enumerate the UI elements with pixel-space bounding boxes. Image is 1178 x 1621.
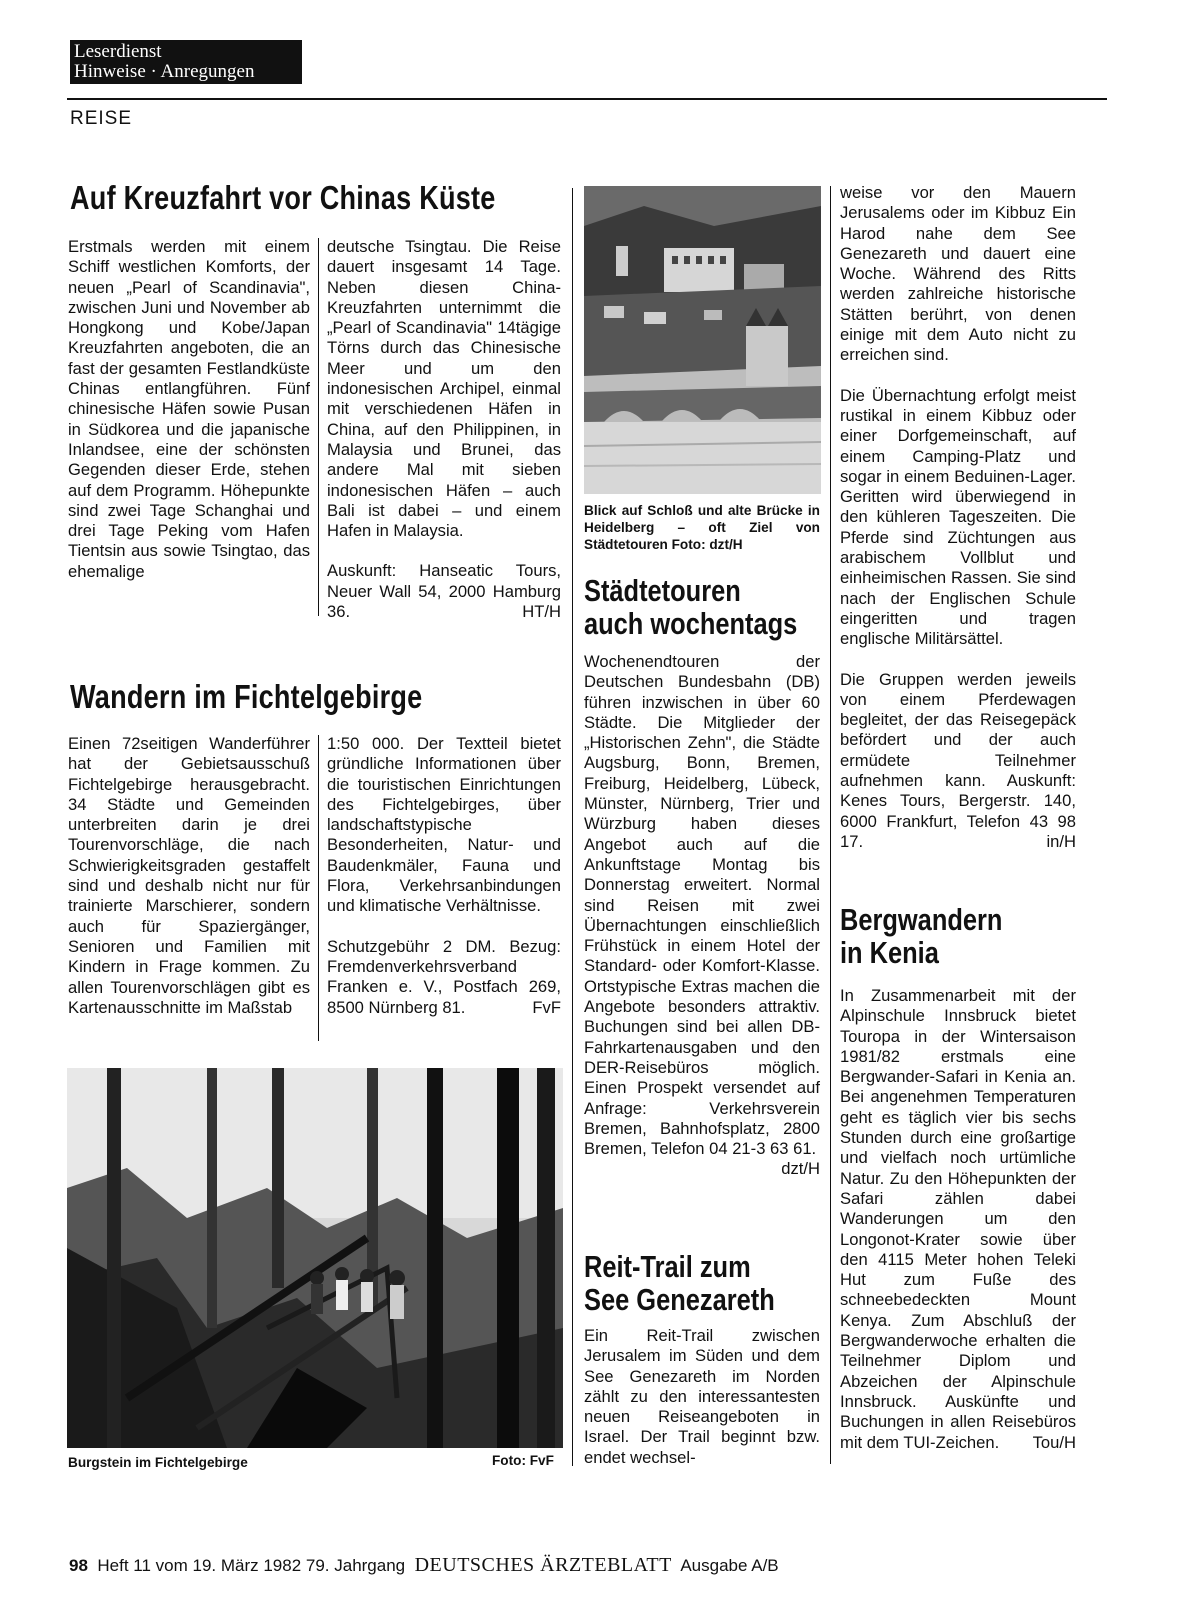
article-column — [840, 183, 1076, 852]
title-line: Bergwandern — [840, 902, 1003, 937]
contact-info: Schutzgebühr 2 DM. Bezug: Fremdenverkehrsverband Franken e. V., Postfach 269, 8500 Nürnberg 81. — [327, 936, 561, 1017]
article-column — [584, 1326, 820, 1468]
author-signature: FvF — [532, 997, 561, 1017]
issue-info: Heft 11 vom 19. März 1982 79. Jahrgang — [97, 1556, 406, 1575]
author-signature: Tou/H — [1032, 1432, 1076, 1452]
title-line: in Kenia — [840, 935, 939, 970]
article-paragraph — [840, 986, 1076, 1453]
article-title: Auf Kreuzfahrt vor Chinas Küste — [70, 179, 496, 216]
article-column — [327, 734, 561, 1018]
author-signature: HT/H — [522, 602, 561, 622]
article-paragraph: Einen 72seitigen Wanderführer hat der Gebietsausschuß Fichtelgebirge herausgebracht. 34 Städte und Gemeinden unterbreiten darin je drei Tourenvorschläge, die nach Schwierigkeitsgraden gestaffelt sind und deshalb nicht nur für trainierte Marschierer, sondern auch für Spaziergänger, Senioren und Familien mit Kindern in Frage kommen. Zu allen Tourenvorschlägen gibt es Kartenausschnitte im Maßstab — [68, 734, 310, 1017]
article-title — [584, 574, 797, 640]
heidelberg-photo-image — [584, 186, 821, 494]
title-line: Städtetouren — [584, 573, 741, 608]
author-signature: dzt/H — [781, 1159, 820, 1179]
photo-caption-text: Blick auf Schloß und alte Brücke in Heidelberg – oft Ziel von Städtetouren — [584, 503, 820, 552]
badge-line-2: Hinweise · Anregungen — [74, 61, 255, 82]
title-line: auch wochentags — [584, 606, 798, 641]
article-title — [840, 903, 1002, 969]
title-line: See Genezareth — [584, 1282, 775, 1317]
section-label: REISE — [70, 108, 133, 129]
section-badge — [70, 40, 302, 84]
article-text: In Zusammenarbeit mit der Alpinschule Innsbruck bietet Touropa in der Wintersaison 1981/82 erstmals eine Bergwander-Safari in Kenia an. Bei angenehmen Temperaturen geht es täglich vier bis sechs Stunden durch eine großartige und vielfach noch urtümliche Natur. Zu den Höhepunkten der Safari zählen dabei Wanderungen um den Longonot-Krater sowie über den 4115 Meter hohen Teleki Hut zum Fuße des schneebedeckten Mount Kenya. Zum Abschluß der Bergwanderwoche erhalten die Teilnehmer Diplom und Abzeichen der Alpinschule Innsbruck. Auskünfte und Buchungen in allen Reisebüros mit dem TUI-Zeichen. — [840, 986, 1076, 1452]
article-paragraph: Die Übernachtung erfolgt meist rustikal in einem Kibbuz oder einer Dorfgemeinschaft, auf einem Camping-Platz und sogar in einem Beduinen-Lager. Geritten wird überwiegend in den kühleren Tageszeiten. Die Pferde sind Züchtungen aus arabischem Vollblut und einheimischen Rassen. Sie sind nach der Englischen Schule eingeritten und tragen englische Militärsättel. — [840, 385, 1076, 649]
contact-paragraph — [327, 561, 561, 622]
page-number: 98 — [69, 1556, 88, 1575]
article-column — [68, 734, 310, 1018]
article-paragraph: deutsche Tsingtau. Die Reise dauert insgesamt 14 Tage. Neben diesen China-Kreuzfahrten unternimmt die „Pearl of Scandinavia" 14tägige Törns durch das Chinesische Meer und um den indonesischen Archipel, einmal mit verschiedenen Häfen in China, auf den Philippinen, in Malaysia und Brunei, das andere Mal mit sieben indonesischen Häfen – auch Bali ist dabei – und einem Hafen in Malaysia. — [327, 237, 561, 541]
badge-line-1: Leserdienst — [74, 41, 162, 62]
column-divider — [318, 735, 319, 1041]
forest-photo-image — [67, 1068, 563, 1448]
photo-caption: Burgstein im Fichtelgebirge — [68, 1455, 248, 1470]
article-text: Die Gruppen werden jeweils von einem Pferdewagen begleitet, der das Reisegepäck befördert und der auch ermüdete Teilnehmer aufnehmen kann. Auskunft: Kenes Tours, Bergerstr. 140, 6000 Frankfurt, Telefon 43 98 17. — [840, 669, 1076, 851]
article-text: Wochenendtouren der Deutschen Bundesbahn (DB) führen inzwischen in über 60 Städte. Die Mitglieder der „Historischen Zehn", die Städte Augsburg, Bonn, Bremen, Freiburg, Heidelberg, Lübeck, Münster, Nürnberg, Trier und Würzburg haben dieses Angebot auch auf die Ankunftstage Montag bis Donnerstag erweitert. Normal sind Reisen mit zwei Übernachtungen einschließlich Frühstück in einem Hotel der Standard- oder Komfort-Klasse. Ortstypische Extras machen die Angebote besonders attraktiv. Buchungen sind bei allen DB-Fahrkartenausgaben und den DER-Reisebüros möglich. Einen Prospekt versendet auf Anfrage: Verkehrsverein Bremen, Bahnhofsplatz, 2800 Bremen, Telefon 04 21-3 63 61. — [584, 652, 820, 1159]
column-divider — [318, 238, 319, 616]
author-signature: in/H — [1046, 831, 1076, 851]
article-paragraph — [840, 670, 1076, 853]
article-paragraph: 1:50 000. Der Textteil bietet gründliche Informationen über die touristischen Einrichtungen des Fichtelgebirges, über landschaftstypische Besonderheiten, Natur- und Baudenkmäler, Fauna und Flora, Verkehrsanbindungen und klimatische Verhältnisse. — [327, 734, 561, 916]
contact-info: Auskunft: Hanseatic Tours, Neuer Wall 54, 2000 Hamburg 36. — [327, 561, 561, 622]
article-column — [584, 652, 820, 1180]
article-column — [840, 986, 1076, 1453]
photo-caption — [584, 502, 820, 553]
contact-paragraph — [327, 937, 561, 1018]
photo-credit: Foto: FvF — [492, 1453, 554, 1468]
edition: Ausgabe A/B — [680, 1556, 779, 1575]
article-column — [327, 237, 561, 622]
header-rule — [67, 98, 1107, 100]
forest-photo — [67, 1068, 563, 1448]
heidelberg-photo — [584, 186, 821, 494]
column-divider — [830, 186, 831, 1464]
article-paragraph — [584, 652, 820, 1179]
journal-name: DEUTSCHES ÄRZTEBLATT — [414, 1554, 672, 1576]
article-title: Wandern im Fichtelgebirge — [70, 678, 423, 715]
article-paragraph: Erstmals werden mit einem Schiff westlichen Komforts, der neuen „Pearl of Scandinavia", zwischen Juni und November ab Hongkong und Kobe/Japan Kreuzfahrten angeboten, die an fast der gesamten Festlandküste Chinas entlangführen. Fünf chinesische Häfen sowie Pusan in Südkorea und die japanische Inlandsee, eine der schönsten Gegenden dieser Erde, stehen auf dem Programm. Höhepunkte sind zwei Tage Schanghai und drei Tage Peking vom Hafen Tientsin aus sowie Tsingtao, das ehemalige — [68, 237, 310, 581]
article-title — [584, 1250, 775, 1316]
page-footer — [69, 1554, 779, 1577]
photo-credit: Foto: dzt/H — [671, 537, 743, 552]
column-divider — [572, 188, 573, 1466]
article-column — [68, 237, 310, 582]
title-line: Reit-Trail zum — [584, 1249, 751, 1284]
article-paragraph: Ein Reit-Trail zwischen Jerusalem im Süden und dem See Genezareth im Norden zählt zu den interessantesten neuen Reiseangeboten in Israel. Der Trail beginnt bzw. endet wechsel- — [584, 1326, 820, 1467]
article-paragraph: weise vor den Mauern Jerusalems oder im Kibbuz Ein Harod nahe dem See Genezareth und dauert eine Woche. Während des Ritts werden zahlreiche historische Stätten berührt, von denen einige mit dem Auto nicht zu erreichen sind. — [840, 183, 1076, 365]
